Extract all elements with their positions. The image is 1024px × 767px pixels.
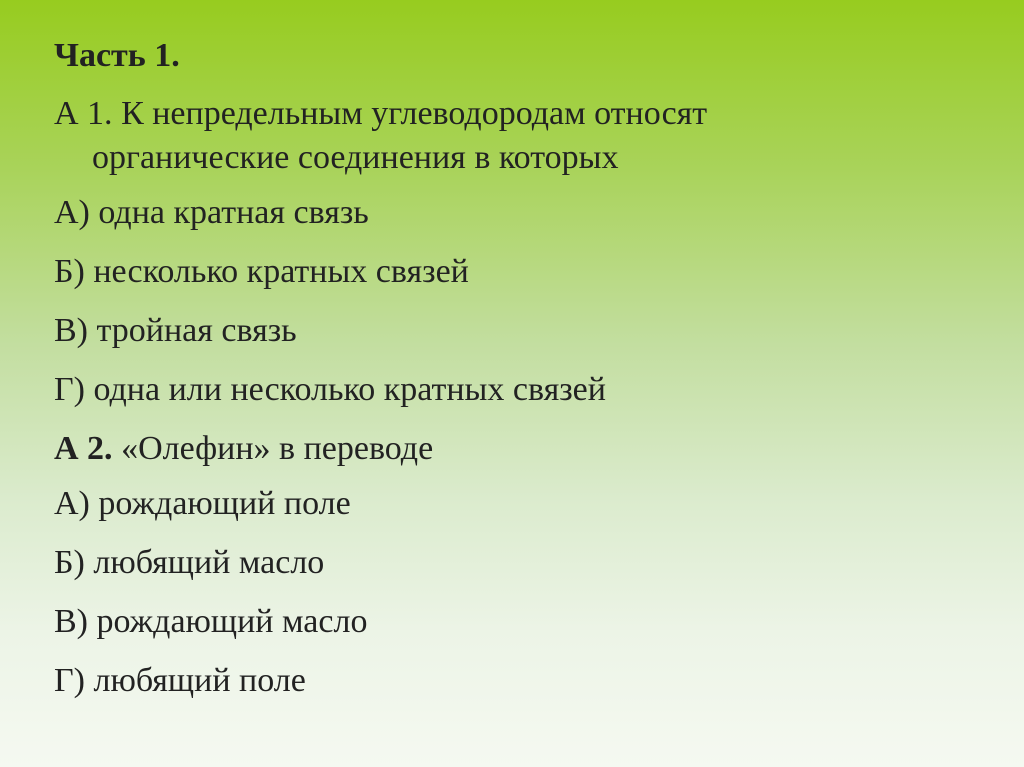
- question-1-option-b: Б) несколько кратных связей: [54, 253, 469, 290]
- question-2-text-line1: [54, 429, 994, 469]
- question-1-text: К непредельным углеводородам относят: [112, 95, 708, 132]
- slide-title: Часть 1.: [54, 37, 180, 74]
- question-1-option-a: А) одна кратная связь: [54, 194, 369, 231]
- question-1-option-d: Г) одна или несколько кратных связей: [54, 371, 606, 408]
- question-2-text: «Олефин» в переводе: [112, 430, 434, 467]
- question-1-text-line2: органические соединения в которых: [92, 139, 619, 176]
- question-2: [54, 429, 994, 701]
- question-2-option-a: А) рождающий поле: [54, 485, 351, 522]
- question-2-option-c: В) рождающий масло: [54, 603, 368, 640]
- question-1-number: А 1.: [54, 95, 113, 132]
- question-1: [54, 94, 994, 410]
- question-2-option-d: Г) любящий поле: [54, 662, 306, 699]
- question-2-number: А 2.: [54, 430, 113, 467]
- question-1-text-line1: [54, 94, 994, 134]
- question-1-option-c: В) тройная связь: [54, 312, 297, 349]
- slide-content: [54, 36, 994, 720]
- question-2-option-b: Б) любящий масло: [54, 544, 325, 581]
